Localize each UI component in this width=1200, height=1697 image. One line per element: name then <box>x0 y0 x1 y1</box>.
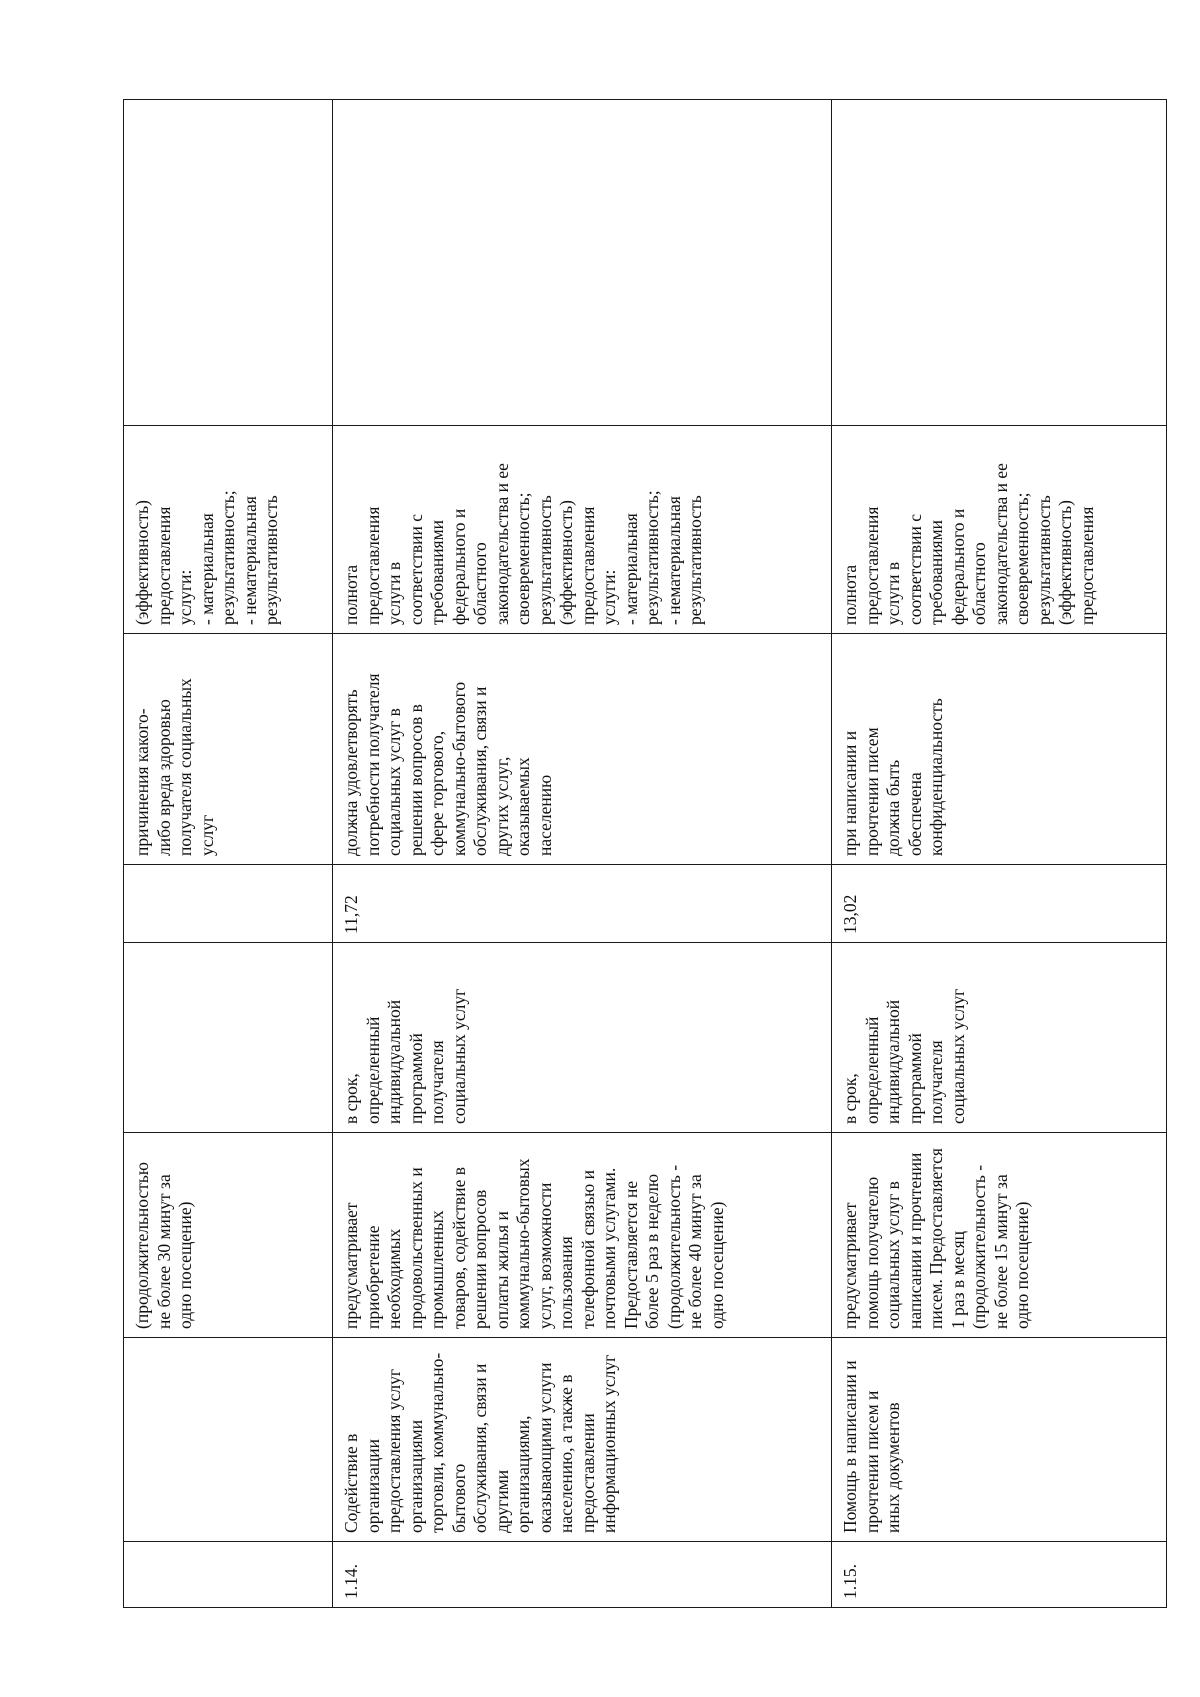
table-row <box>333 100 832 1608</box>
cell-tariff <box>333 865 832 943</box>
cell-conditions <box>124 100 333 426</box>
rotated-table-container <box>123 100 1131 1608</box>
cell-number <box>832 1542 1167 1608</box>
cell-service-name <box>333 1338 832 1542</box>
cell-term <box>832 943 1167 1133</box>
cell-tariff-text: 13,02 <box>840 894 860 934</box>
table-row <box>124 100 333 1608</box>
cell-conditions <box>832 100 1167 426</box>
cell-evaluation <box>124 426 333 634</box>
cell-description <box>124 1133 333 1338</box>
cell-tariff <box>124 865 333 943</box>
cell-quality-text: причинения какого- либо вреда здоровью получателя социальных услуг <box>132 678 217 856</box>
cell-tariff <box>832 865 1167 943</box>
cell-term-text: в срок, определенный индивидуальной программой получателя социальных услуг <box>840 988 968 1124</box>
cell-evaluation-text: полнота предоставления услуги в соответствии с требованиями федерального и областного законодательства и ее своевременность; результативность (эффективность) предоставления услуги: - материальная результативность; - нематериальная результативность <box>341 463 705 625</box>
cell-service-name <box>832 1338 1167 1542</box>
cell-description <box>333 1133 832 1338</box>
cell-service-name-text: Содействие в организации предоставления услуг организациями торговли, коммунально- бытового обслуживания, связи и другими организациями, оказывающими услуги населению, а также в предоставлении информационных услуг <box>341 1352 619 1533</box>
cell-quality <box>333 634 832 865</box>
cell-service-name-text: Помощь в написании и прочтении писем и иных документов <box>840 1360 903 1533</box>
cell-conditions <box>333 100 832 426</box>
cell-quality <box>832 634 1167 865</box>
cell-number <box>333 1542 832 1608</box>
cell-description-text: предусматривает приобретение необходимых продовольственных и промышленных товаров, содействие в решении вопросов оплаты жилья и коммунально-бытовых услуг, возможности пользования телефонной связью и почтовыми услугами. Предоставляется не более 5 раз в неделю (продолжительность - не более 40 минут за одно посещение) <box>341 1158 727 1329</box>
cell-number-text: 1.14. <box>341 1564 361 1599</box>
cell-description <box>832 1133 1167 1338</box>
cell-evaluation-text: (эффективность) предоставления услуги: - материальная результативность; - нематериальная результативность <box>132 490 281 625</box>
cell-quality <box>124 634 333 865</box>
cell-number-text: 1.15. <box>840 1564 860 1599</box>
cell-quality-text: должна удовлетворять потребности получателя социальных услуг в решении вопросов в сфере торгового, коммунально-бытового обслуживания, связи и других услуг, оказываемых населению <box>341 673 555 856</box>
cell-description-text: предусматривает помощь получателю социальных услуг в написании и прочтении писем. Предоставляется 1 раз в месяц (продолжительность - не более 15 минут за одно посещение) <box>840 1148 1032 1329</box>
cell-evaluation <box>333 426 832 634</box>
cell-term <box>124 943 333 1133</box>
cell-quality-text: при написании и прочтении писем должна быть обеспечена конфиденциальность <box>840 698 946 856</box>
cell-tariff-text: 11,72 <box>341 895 361 934</box>
cell-evaluation <box>832 426 1167 634</box>
cell-service-name <box>124 1338 333 1542</box>
cell-term-text: в срок, определенный индивидуальной программой получателя социальных услуг <box>341 988 469 1124</box>
cell-description-text: (продолжительностью не более 30 минут за одно посещение) <box>132 1162 195 1329</box>
cell-number <box>124 1542 333 1608</box>
cell-evaluation-text: полнота предоставления услуги в соответствии с требованиями федерального и областного законодательства и ее своевременность; результативность (эффективность) предоставления <box>840 463 1097 625</box>
cell-term <box>333 943 832 1133</box>
services-table <box>123 99 1167 1608</box>
table-row <box>832 100 1167 1608</box>
